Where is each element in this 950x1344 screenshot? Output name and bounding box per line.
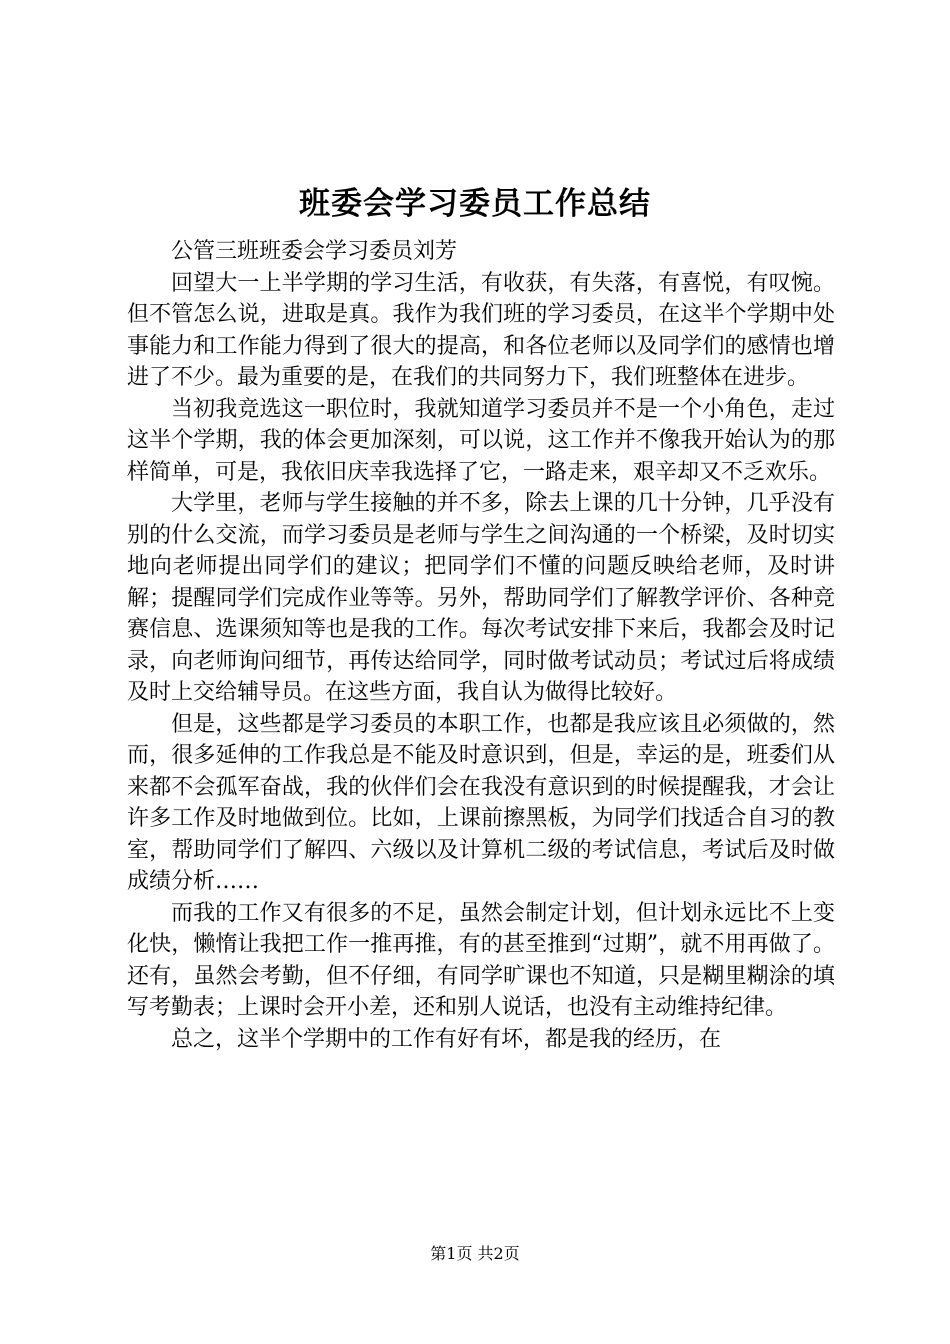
paragraph-3: 大学里，老师与学生接触的并不多，除去上课的几十分钟，几乎没有别的什么交流，而学习委员是老师与学生之间沟通的一个桥梁，及时切实地向老师提出同学们的建议；把同学们不懂的问题反映给老师，及时讲解；提醒同学们完成作业等等。另外，帮助同学们了解教学评价、各种竞赛信息、选课须知等也是我的工作。每次考试安排下来后，我都会及时记录，向老师询问细节，再传达给同学，同时做考试动员；考试过后将成绩及时上交给辅导员。在这些方面，我自认为做得比较好。 <box>127 491 835 705</box>
document-body <box>127 236 835 1055</box>
paragraph-5: 而我的工作又有很多的不足，虽然会制定计划，但计划永远比不上变化快，懒惰让我把工作一推再推，有的甚至推到“过期”，就不用再做了。还有，虽然会考勤，但不仔细，有同学旷课也不知道，只是糊里糊涂的填写考勤表；上课时会开小差，还和别人说话，也没有主动维持纪律。 <box>127 900 835 1020</box>
paragraph-6: 总之，这半个学期中的工作有好有坏，都是我的经历，在 <box>171 1026 722 1052</box>
paragraph-2: 当初我竞选这一职位时，我就知道学习委员并不是一个小角色，走过这半个学期，我的体会更加深刻，可以说，这工作并不像我开始认为的那样简单，可是，我依旧庆幸我选择了它，一路走来，艰辛却又不乏欢乐。 <box>127 396 835 485</box>
page-number-footer: 第1页 共2页 <box>430 1244 520 1263</box>
paragraph-1: 回望大一上半学期的学习生活，有收获，有失落，有喜悦，有叹惋。但不管怎么说，进取是真。我作为我们班的学习委员，在这半个学期中处事能力和工作能力得到了很大的提高，和各位老师以及同学们的感情也增进了不少。最为重要的是，在我们的共同努力下，我们班整体在进步。 <box>127 270 835 390</box>
author-line: 公管三班班委会学习委员刘芳 <box>171 239 458 264</box>
document-title: 班委会学习委员工作总结 <box>299 186 651 222</box>
paragraph-4: 但是，这些都是学习委员的本职工作，也都是我应该且必须做的，然而，很多延伸的工作我总是不能及时意识到，但是，幸运的是，班委们从来都不会孤军奋战，我的伙伴们会在我没有意识到的时候提醒我，才会让许多工作及时地做到位。比如，上课前擦黑板，为同学们找适合自习的教室，帮助同学们了解四、六级以及计算机二级的考试信息，考试后及时做成绩分析…… <box>127 711 835 894</box>
